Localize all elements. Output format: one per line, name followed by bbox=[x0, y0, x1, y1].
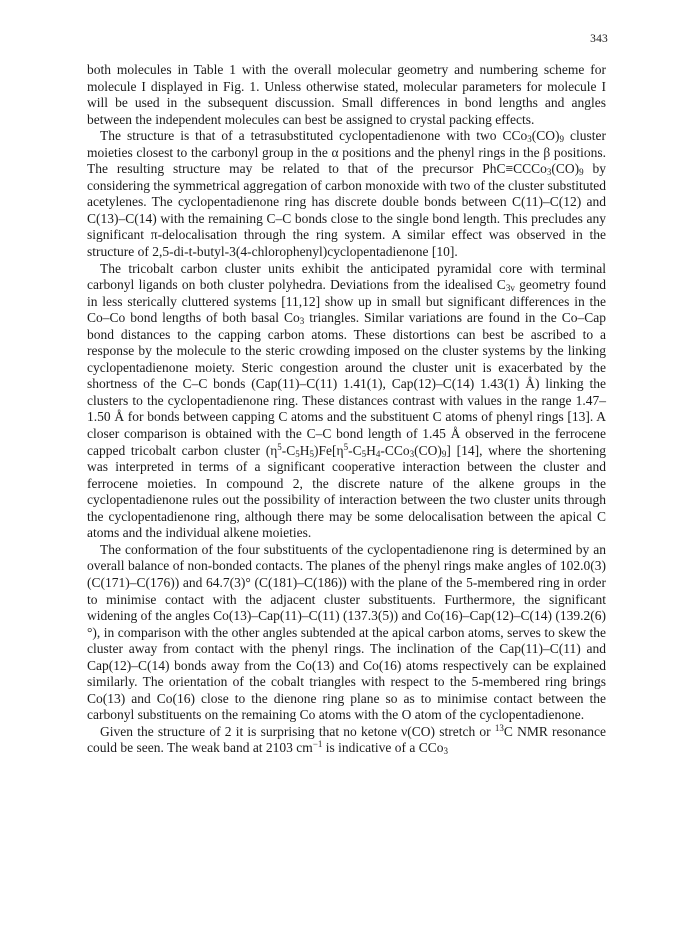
text-run: ] [14], where the shortening was interpreted in terms of a significant cooperative interaction between the cluster and ferrocene moieties. In compound 2, the discrete nature of the alkene groups in the cyclopentadienone rules out the possibility of interaction between the two cluster units through the cyclopentadienone ring, although there may be some delocalisation between the apical C atoms and the individual alkene moieties. bbox=[87, 442, 607, 541]
text-run: (CO) bbox=[414, 442, 442, 458]
paragraph-5 bbox=[87, 724, 606, 757]
superscript: −1 bbox=[312, 739, 323, 750]
text-run: cluster moieties closest to the carbonyl group in the α positions and the phenyl rings in the β positions. The resulting structure may be related to that of the precursor PhC≡CCCo bbox=[87, 128, 606, 177]
subscript: 9 bbox=[441, 448, 447, 459]
page-number: 343 bbox=[590, 33, 608, 45]
body-text bbox=[87, 62, 606, 757]
subscript: 3v bbox=[505, 283, 515, 294]
text-run: Given the structure of 2 it is surprising that no ketone ν(CO) stretch or bbox=[100, 723, 495, 739]
paragraph-3 bbox=[87, 261, 606, 542]
paragraph-2 bbox=[87, 128, 606, 260]
text-run: -C bbox=[281, 442, 296, 458]
superscript: 5 bbox=[277, 441, 282, 452]
text-run: C NMR resonance could be seen. The weak band at 2103 cm bbox=[87, 723, 606, 756]
text-run: H bbox=[366, 442, 376, 458]
text-run: geometry found in less sterically cluttered systems [11,12] show up in small but significant differences in the Co–Co bond lengths of both basal Co bbox=[87, 277, 606, 326]
subscript: 3 bbox=[409, 448, 415, 459]
paragraph-4 bbox=[87, 542, 606, 724]
text-run: -C bbox=[348, 442, 362, 458]
superscript: 5 bbox=[343, 441, 349, 452]
text-run: triangles. Similar variations are found in the Co–Cap bond distances to the capping carbon atoms. These distortions can best be ascribed to a response by the molecule to the steric crowding imposed on the cluster systems by the linking cyclopentadienone moiety. Steric congestion around the cluster unit is exacerbated by the shortness of the C–C bonds (Cap(11)–C(11) 1.41(1), Cap(12)–C(14) 1.43(1) Å) linking the clusters to the cyclopentadienone ring. These distances contrast with values in the range 1.47–1.50 Å for bonds between capping C atoms and the substituent C atoms of phenyl rings [13]. A closer comparison is obtained with the C–C bond length of 1.45 Å observed in the ferrocene capped tricobalt carbon cluster (η bbox=[87, 310, 606, 458]
text-run: -CCo bbox=[380, 442, 410, 458]
text-run: is indicative of a CCo bbox=[322, 740, 444, 756]
text-run: (CO) bbox=[551, 161, 580, 177]
subscript: 3 bbox=[299, 316, 305, 327]
text-run: The structure is that of a tetrasubstituted cyclopentadienone with two CCo bbox=[100, 128, 528, 144]
subscript: 5 bbox=[361, 448, 367, 459]
subscript: 3 bbox=[443, 746, 448, 757]
subscript: 3 bbox=[527, 134, 532, 145]
text-run: H bbox=[299, 442, 310, 458]
subscript: 9 bbox=[579, 167, 584, 178]
text-run: )Fe[η bbox=[314, 442, 344, 458]
text-run: The tricobalt carbon cluster units exhibit the anticipated pyramidal core with terminal carbonyl ligands on both cluster polyhedra. Deviations from the idealised C bbox=[87, 260, 606, 293]
text-run: (CO) bbox=[531, 128, 560, 144]
text-run: The conformation of the four substituents of the cyclopentadienone ring is determined by an overall balance of non-bonded contacts. The planes of the phenyl rings make angles of 102.0(3) (C(171)–C(176)) and 64.7(3)° (C(181)–C(186)) with the plane of the 5-membered ring in order to minimise contact with the adjacent cluster substituents. Furthermore, the significant widening of the angles Co(13)–Cap(11)–C(11) (137.3(5)) and Co(16)–Cap(12)–C(14) (139.2(6)°), in comparison with the other angles subtended at the apical carbon atoms, serves to skew the cluster away from contact with the phenyl rings. The inclination of the Cap(11)–C(11) and Cap(12)–C(14) bonds away from the Co(13) and Co(16) atoms respectively can be explained similarly. The orientation of the cobalt triangles with respect to the 5-membered ring brings Co(13) and Co(16) close to the dienone ring plane so as to minimise contact between the carbonyl substituents on the remaining Co atoms with the O atom of the cyclopentadienone. bbox=[87, 541, 606, 723]
subscript: 3 bbox=[546, 167, 552, 178]
paragraph-1 bbox=[87, 62, 606, 128]
subscript: 4 bbox=[375, 448, 381, 459]
text-run: both molecules in Table 1 with the overall molecular geometry and numbering scheme for molecule I displayed in Fig. 1. Unless otherwise stated, molecular parameters for molecule I will be used in the subsequent discussion. Small differences in bond lengths and angles between the independent molecules can best be assigned to crystal packing effects. bbox=[87, 62, 606, 127]
superscript: 13 bbox=[494, 722, 504, 733]
text-run: by considering the symmetrical aggregation of carbon monoxide with two of the cluster substituted acetylenes. The cyclopentadienone ring has discrete double bonds between C(11)–C(12) and C(13)–C(14) with the remaining C–C bonds close to the single bond length. This precludes any significant π-delocalisation through the ring system. A similar effect was observed in the structure of 2,5-di-t-butyl-3(4-chlorophenyl)cyclopentadienone [10]. bbox=[87, 161, 607, 260]
subscript: 5 bbox=[309, 448, 315, 459]
subscript: 9 bbox=[559, 134, 565, 145]
subscript: 5 bbox=[295, 448, 300, 459]
